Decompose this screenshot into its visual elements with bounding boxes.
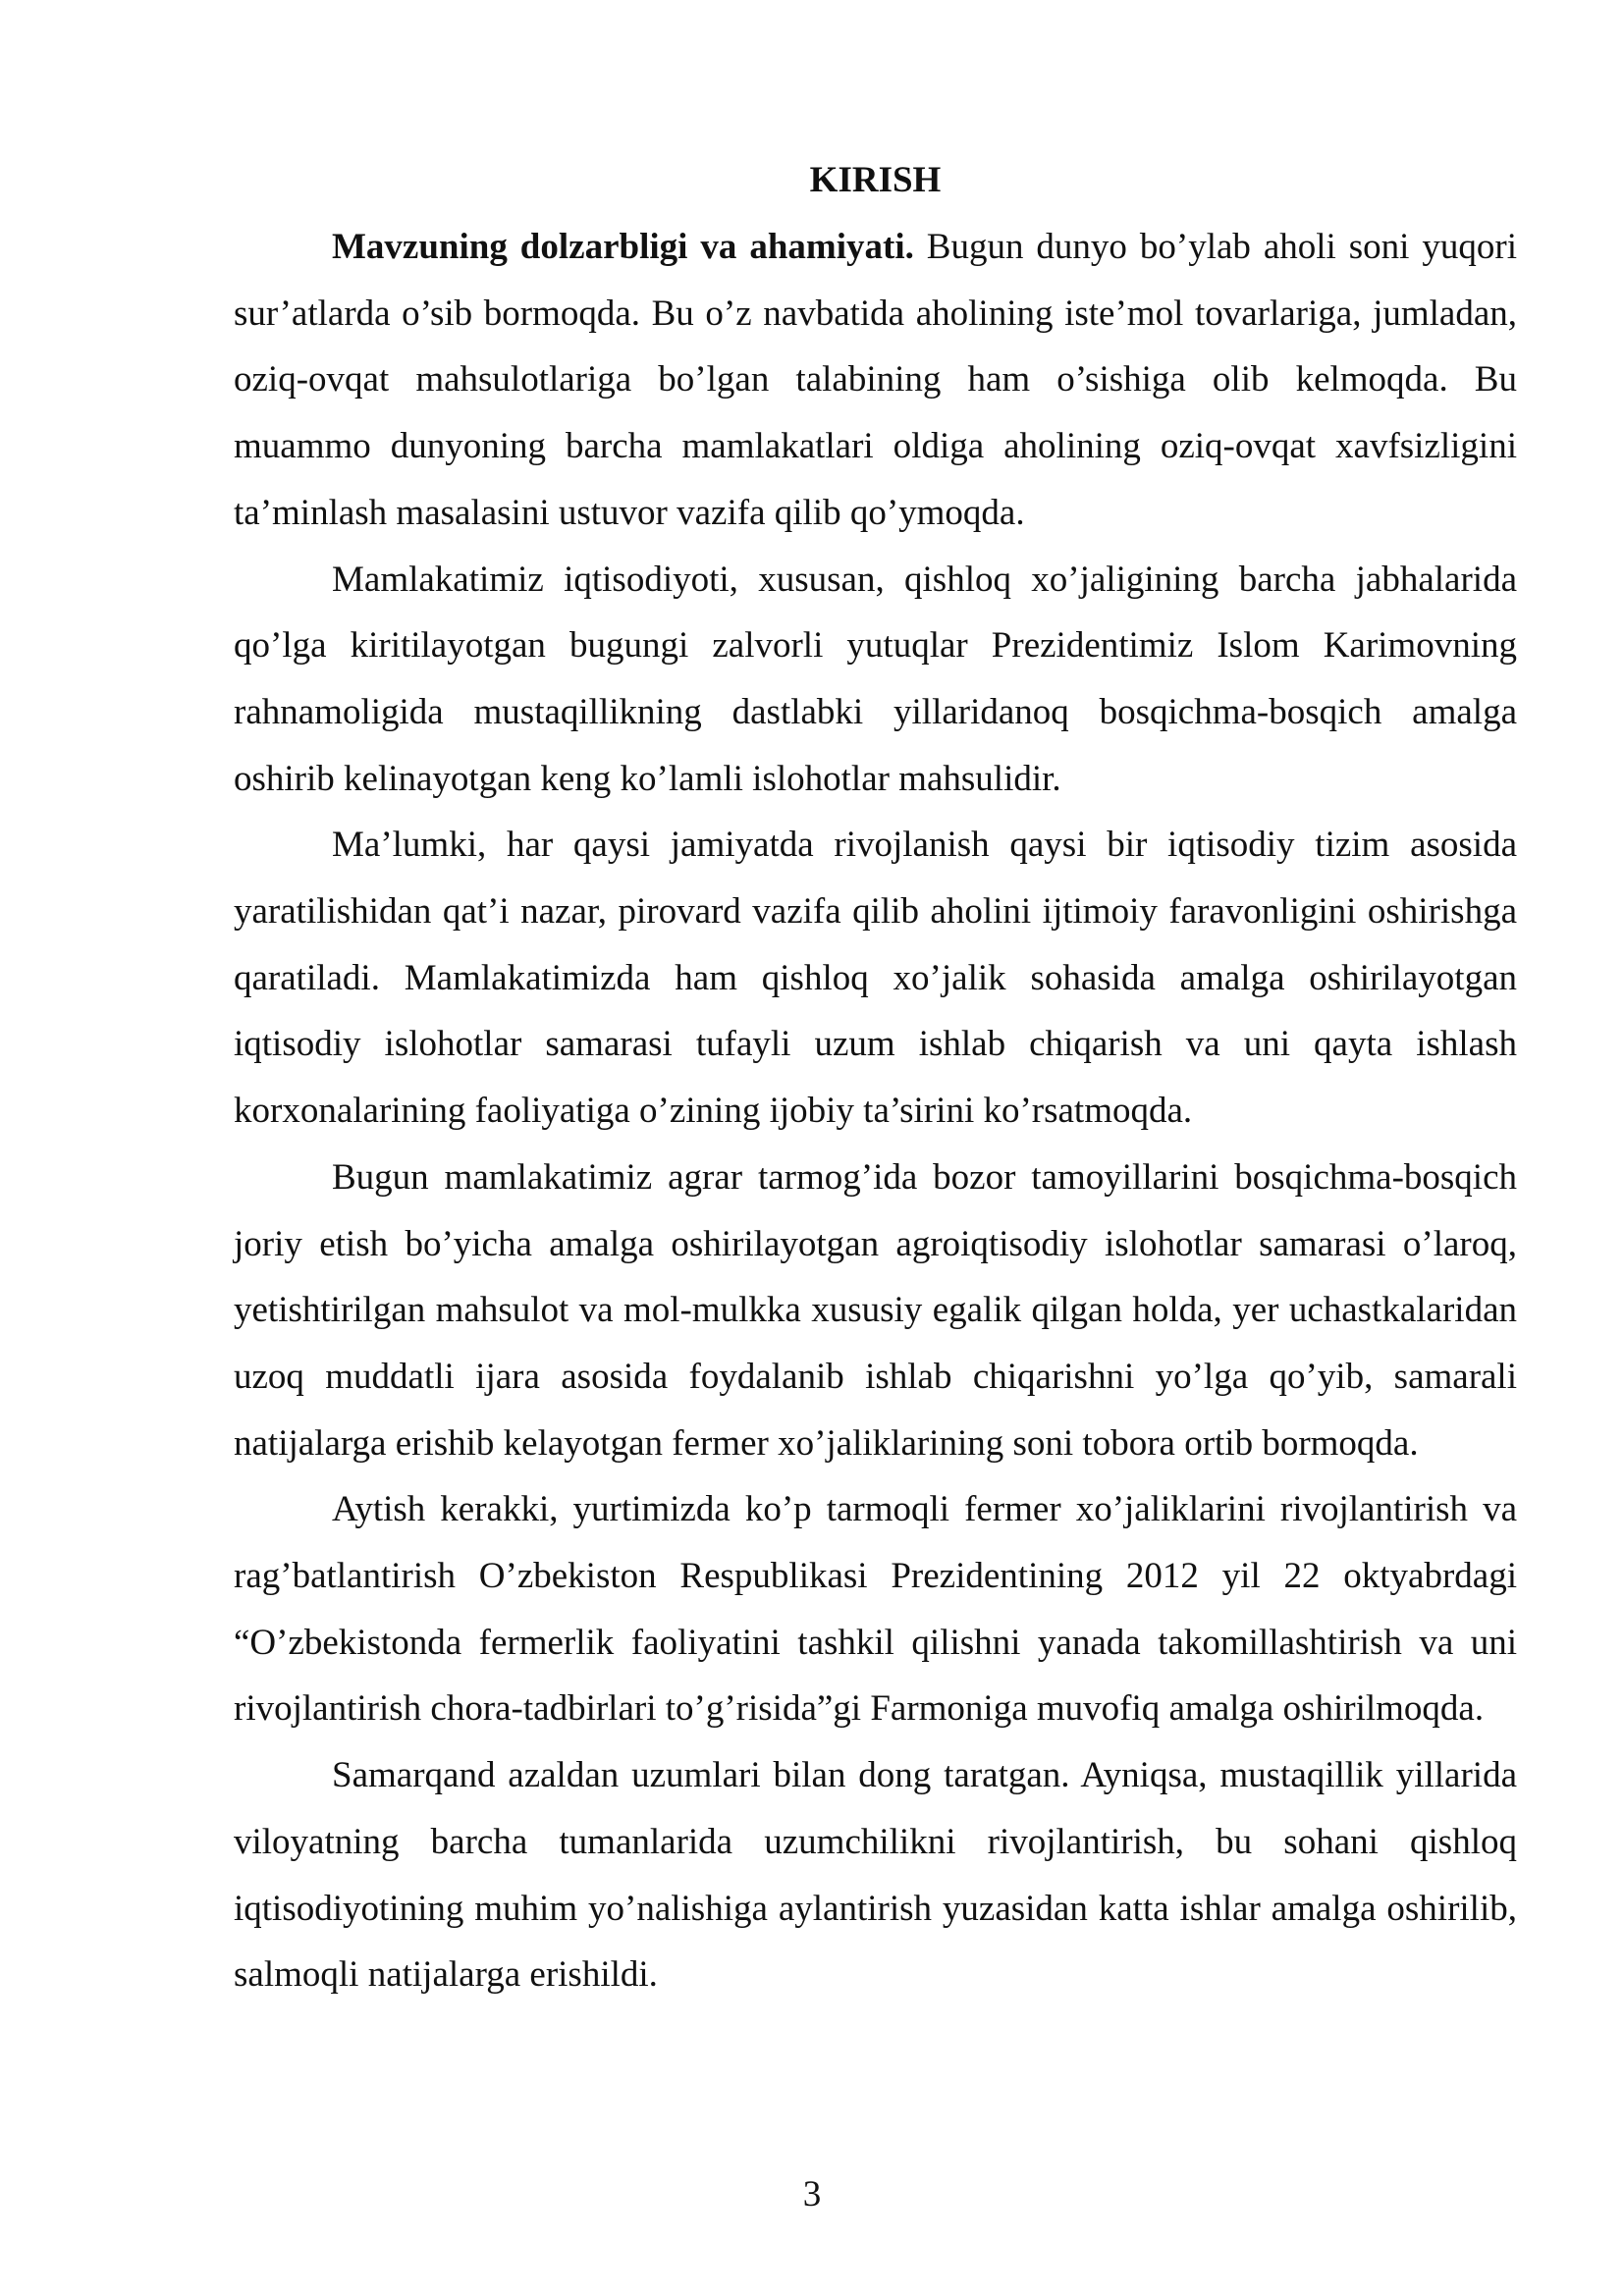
paragraph-agrarian-sector: Bugun mamlakatimiz agrar tarmog’ida bozor tamoyillarini bosqichma-bosqich joriy etish bo’yicha amalga oshirilayotgan agroiqtisodiy islohotlar samarasi o’laroq, yetishtirilgan mahsulot va mol-mulkka xususiy egalik qilgan holda, yer uchastkalaridan uzoq muddatli ijara asosida foydalanib ishlab chiqarishni yo’lga qo’yib, samarali natijalarga erishib kelayotgan fermer xo’jaliklarining soni tobora ortib bormoqda.	[234, 1156, 1517, 1464]
paragraph-text: Bugun dunyo bo’ylab aholi soni yuqori sur’atlarda o’sib bormoqda. Bu o’z navbatida aholining iste’mol tovarlariga, jumladan, oziq-ovqat mahsulotlariga bo’lgan talabining ham o’sishiga olib kelmoqda. Bu muammo dunyoning barcha mamlakatlari oldiga aholining oziq-ovqat xavfsizligini ta’minlash masalasini ustuvor vazifa qilib qo’ymoqda.	[234, 227, 1518, 533]
section-heading: KIRISH	[809, 160, 942, 200]
paragraph-farmer-decree: Aytish kerakki, yurtimizda ko’p tarmoqli fermer xo’jaliklarini rivojlantirish va rag’batlantirish O’zbekiston Respublikasi Prezidentining 2012 yil 22 oktyabrdagi “O’zbekistonda fermerlik faoliyatini tashkil qilishni yanada takomillashtirish va uni rivojlantirish chora-tadbirlari to’g’risida”gi Farmoniga muvofiq amalga oshirilmoqda.	[234, 1489, 1517, 1730]
paragraph-lead-bold: Mavzuning dolzarbligi va ahamiyati.	[332, 227, 914, 267]
paragraph-relevance	[234, 214, 1517, 547]
page-content	[234, 147, 1517, 2008]
paragraph-economic-system: Ma’lumki, har qaysi jamiyatda rivojlanish qaysi bir iqtisodiy tizim asosida yaratilishidan qat’i nazar, pirovard vazifa qilib aholini ijtimoiy faravonligini oshirishga qaratiladi. Mamlakatimizda ham qishloq xo’jalik sohasida amalga oshirilayotgan iqtisodiy islohotlar samarasi tufayli uzum ishlab chiqarish va uni qayta ishlash korxonalarining faoliyatiga o’zining ijobiy ta’sirini ko’rsatmoqda.	[234, 825, 1517, 1132]
paragraph-reforms: Mamlakatimiz iqtisodiyoti, xususan, qishloq xo’jaligining barcha jabhalarida qo’lga kiritilayotgan bugungi zalvorli yutuqlar Prezidentimiz Islom Karimovning rahnamoligida mustaqillikning dastlabki yillaridanoq bosqichma-bosqich amalga oshirib kelinayotgan keng ko’lamli islohotlar mahsulidir.	[234, 559, 1517, 799]
page-number: 3	[802, 2174, 822, 2215]
paragraph-samarqand: Samarqand azaldan uzumlari bilan dong taratgan. Ayniqsa, mustaqillik yillarida viloyatning barcha tumanlarida uzumchilikni rivojlantirish, bu sohani qishloq iqtisodiyotining muhim yo’nalishiga aylantirish yuzasidan katta ishlar amalga oshirilib, salmoqli natijalarga erishildi.	[234, 1755, 1517, 1996]
